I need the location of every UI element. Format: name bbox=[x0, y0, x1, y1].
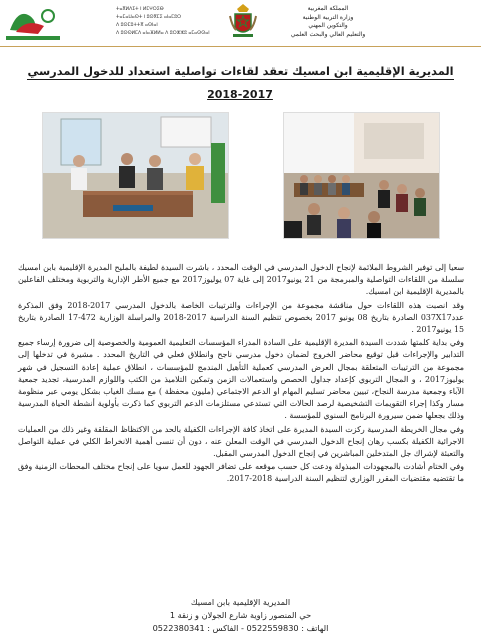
tifinagh-line: ⵜⴰⵎⴰⵡⴰⵙⵜ ⵏ ⵓⵙⴳⵎⵉ ⴰⵏⴰⵎⵓⵔ bbox=[116, 15, 182, 20]
page-title-text: المديرية الإقليمية ابن امسيك تعقد لقاءات تواصلية استعداد للدخول المدرسي bbox=[27, 64, 454, 78]
meeting-photo-panel bbox=[42, 112, 229, 239]
page-footer bbox=[0, 596, 481, 635]
article-paragraph: وقد انصبت هذه اللقاءات حول مناقشة مجموعة من الإجراءات والترتيبات الخاصة بالدخول المدرسي 2017-2018 وفق المذكرة عدد037X17 الصادرة بتاريخ 08 يونيو 2017 بخصوص تنظيم السنة الدراسية 2017-2018 والمراسلة الوزارية 472-17 الصادرة بتاريخ 15 يونيو2017 . bbox=[18, 300, 464, 335]
moroccan-emblem bbox=[227, 2, 259, 40]
article-paragraph: وفي بداية كلمتها شددت السيدة المديرة الإقليمية على السادة المدراء المؤسسات التعليمية العمومية والخصوصية إلى ضرورة إرساء جميع التدابير والإجراءات قبل توقيع محاضر الخروج لضمان دخول مدرسي ناجح وانطلاق فعلي في التاريخ المحدد . مشيرة في تدخلها إلى مجموعة من الترتيبات المتعلقة بمجال العرض المدرسي كعملية التأهيل المندمج للمؤسسات ، انطلاق عملية إعادة التسجيل في شهر يوليوز2017 ، و المجال التربوي كإعداد جداول الحصص واستعمالات الزمن وتمكين التلاميذ من الكتب واللوازم المدرسية، تجديد جمعية الآباء وجمعية مدرسة النجاح، تبيين محاضر تسليم المهام او الدعم الاجتماعي (مليون محفظة ) مع مسك الغياب بشكل يومي عبر منظومة مسار وكذا إجراء التقويمات التشخيصية لرصد الحالات التي تستدعي مستلزمات الدعم التربوي كما ذكرت بأولوية أنشطة الحياة المدرسية وذلك بجعلها ضمن سيرورة البرنامج السنوي للمؤسسة . bbox=[18, 338, 464, 421]
article-paragraph: وفي الختام أشادت بالمجهودات المبذولة ودعت كل حسب موقعه على تضافر الجهود للعمل سويا على إنجاح مختلف المحطات الزمنية وفق ما تقتضيه مقتضيات المقرر الوزاري لتنظيم السنة الدراسية 2018-2017. bbox=[18, 462, 464, 484]
header-tifinagh-text bbox=[116, 6, 222, 38]
page-title bbox=[0, 64, 481, 78]
academy-logo bbox=[4, 2, 62, 42]
tifinagh-line: ⴷ ⵓⵙⵎⵓⵜⵜⴳ ⴰⵙⵏⴰⵏ bbox=[116, 23, 158, 28]
arabic-header-line: والتكوين المهني bbox=[308, 22, 348, 30]
conference-room-photo bbox=[283, 112, 440, 239]
footer-office-name: المديرية الإقليمية بابن امسيك bbox=[190, 597, 291, 607]
header-arabic-text bbox=[268, 5, 388, 39]
arabic-header-line: المملكة المغربية bbox=[307, 5, 349, 12]
tifinagh-line: ⴷ ⵓⵙⵙⵍⵎⴷ ⴰⵏⴰⴼⵍⵍⴰ ⴷ ⵓⵔⵣⵣⵓ ⴰⵎⴰⵙⵙⴰⵏ bbox=[116, 31, 210, 36]
header-divider bbox=[0, 46, 481, 47]
arabic-header-line: والتعليم العالي والبحث العلمي bbox=[290, 30, 366, 38]
article-paragraph: سعيا إلى توفير الشروط الملائمة لإنجاح الدخول المدرسي في الوقت المحدد ، باشرت السيدة لطيفة بالمليح المديرة الإقليمية بابن امسيك سلسلة من اللقاءات التواصلية والمبرمجة من 21 يونيو2017 إلى غاية 07 يوليوز2017 مع جميع الأطر الإدارية والتربوية ومختلف الفاعلين بالمديرية الإقليمية ابن امسيك. bbox=[18, 263, 465, 297]
arabic-header-line: وزارة التربية الوطنية bbox=[302, 13, 354, 21]
footer-contact: الهاتف : 0522559830 - الفاكس : 0522380341 bbox=[152, 623, 329, 633]
article-body bbox=[18, 262, 464, 487]
tifinagh-line: ⵜⴰⴳⵍⴷⵉⵜ ⵏ ⵍⵎⵖⵔⵉⴱ bbox=[116, 7, 164, 12]
article-paragraph: وفي مجال الخريطة المدرسية ركزت السيدة المديرة على اتخاذ كافة الإجراءات الكفيلة بالحد من الاكتظاظ المقلقة وغير ذلك من العمليات الاجرائية الكفيلة بكسب رهان إنجاح الدخول المدرسي في الوقت المعلن عنه ، دون أن تنسى أهمية الانخراط الكلي في عملية التواصل والتعبئة لإشراك جل المتدخلين المباشرين في إنجاح الدخول المدرسي المقبل. bbox=[18, 424, 464, 459]
footer-address: حي المنصور زاوية شارع الجولان و زنقة 1 bbox=[169, 610, 312, 620]
school-year: 2018-2017 bbox=[207, 88, 273, 101]
